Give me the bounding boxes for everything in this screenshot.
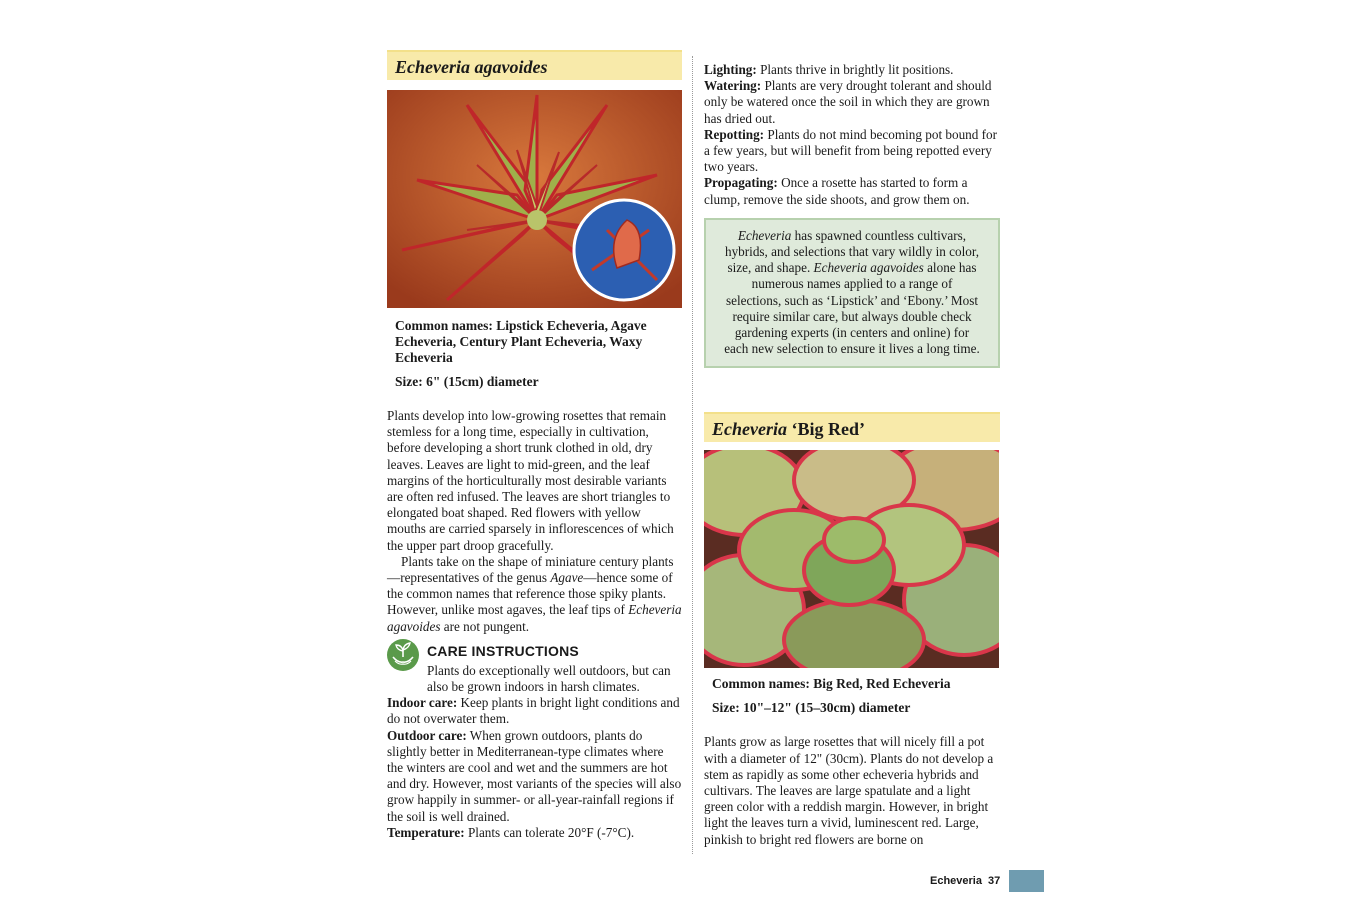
agavoides-description: [387, 408, 682, 635]
care-instructions-body: [387, 663, 682, 841]
agavoides-photo: [387, 90, 682, 308]
footer-color-tab: [1009, 870, 1044, 892]
care-instructions-title: CARE INSTRUCTIONS: [427, 642, 579, 659]
agavoides-caption: [387, 318, 682, 390]
description-paragraph-2: Plants take on the shape of miniature century plants—representatives of the genus Agave—hence some of the common names that reference those spiky plants. However, unlike most agaves, the leaf tips of Echeveria agavoides are not pungent.: [387, 553, 682, 634]
column-divider: [692, 56, 693, 854]
description-paragraph-1: Plants develop into low-growing rosettes that remain stemless for a long time, especially in cultivation, before developing a short trunk clothed in old, dry leaves. Leaves are light to mid-green, and the leaf margins of the horticulturally most desirable variants are often red infused. The leaves are short triangles to elongated boat shaped. Red flowers with yellow mouths are carried sparsely in inflorescences of which the upper part droop gracefully.: [387, 408, 674, 553]
care-instructions-header: [387, 641, 682, 663]
species-title: Echeveria agavoides: [395, 57, 548, 77]
big-red-title-bar: [704, 412, 1000, 442]
big-red-photo: [704, 450, 999, 668]
care-intro: Plants do exceptionally well outdoors, but can also be grown indoors in harsh climates.: [427, 662, 671, 695]
lighting: Lighting: Plants thrive in brightly lit positions.: [704, 62, 954, 77]
common-names: Common names: Lipstick Echeveria, Agave Echeveria, Century Plant Echeveria, Waxy Echeveria: [395, 318, 647, 365]
agavoides-rosette-image: [387, 90, 682, 308]
big-red-title: Echeveria ‘Big Red’: [712, 419, 865, 440]
left-column: [387, 50, 682, 841]
big-red-size: Size: 10"–12" (15–30cm) diameter: [712, 700, 911, 716]
footer-section-name: Echeveria: [930, 875, 982, 887]
big-red-common-names: Common names: Big Red, Red Echeveria: [712, 676, 951, 692]
indoor-care: Indoor care: Keep plants in bright light conditions and do not overwater them.: [387, 695, 680, 727]
size-label: Size: 6" (15cm) diameter: [395, 374, 539, 389]
info-sidebar: Echeveria has spawned countless cultivars, hybrids, and selections that vary wildly in color, size, and shape. Echeveria agavoides alone has numerous names applied to a range of selections, such as ‘Lipstick’ and ‘Ebony.’ Most require similar care, but always double check gardening experts (in centers and online) for each new selection to ensure it lives a long time.: [704, 218, 1000, 369]
temperature: Temperature: Plants can tolerate 20°F (-7°C).: [387, 824, 635, 840]
plant-in-hands-icon: [387, 639, 419, 671]
species-title-bar: [387, 50, 682, 80]
big-red-description: Plants grow as large rosettes that will nicely fill a pot with a diameter of 12" (30cm). Plants do not develop a stem as rapidly as some other echeveria hybrids and cultivars. The leaves are large spatulate and a light green color with a reddish margin. However, in bright light the leaves turn a vivid, luminescent red. Large, pinkish to bright red flowers are borne on: [704, 734, 994, 847]
big-red-rosette-image: [704, 450, 999, 668]
right-column: [704, 62, 1000, 848]
propagating: Propagating: Once a rosette has started to form a clump, remove the side shoots, and grow them on.: [704, 175, 970, 207]
outdoor-care: Outdoor care: When grown outdoors, plants do slightly better in Mediterranean-type climates where the winters are cool and wet and the summers are hot and dry. However, most variants of the species will also grow happily in summer- or all-year-rainfall regions if the soil is well drained.: [387, 727, 682, 824]
repotting: Repotting: Plants do not mind becoming pot bound for a few years, but will benefit from being repotted every two years.: [704, 126, 998, 175]
big-red-caption: [704, 676, 1000, 716]
page-number: 37: [988, 875, 1001, 887]
watering: Watering: Plants are very drought tolerant and should only be watered once the soil in which they are grown has dried out.: [704, 78, 992, 126]
